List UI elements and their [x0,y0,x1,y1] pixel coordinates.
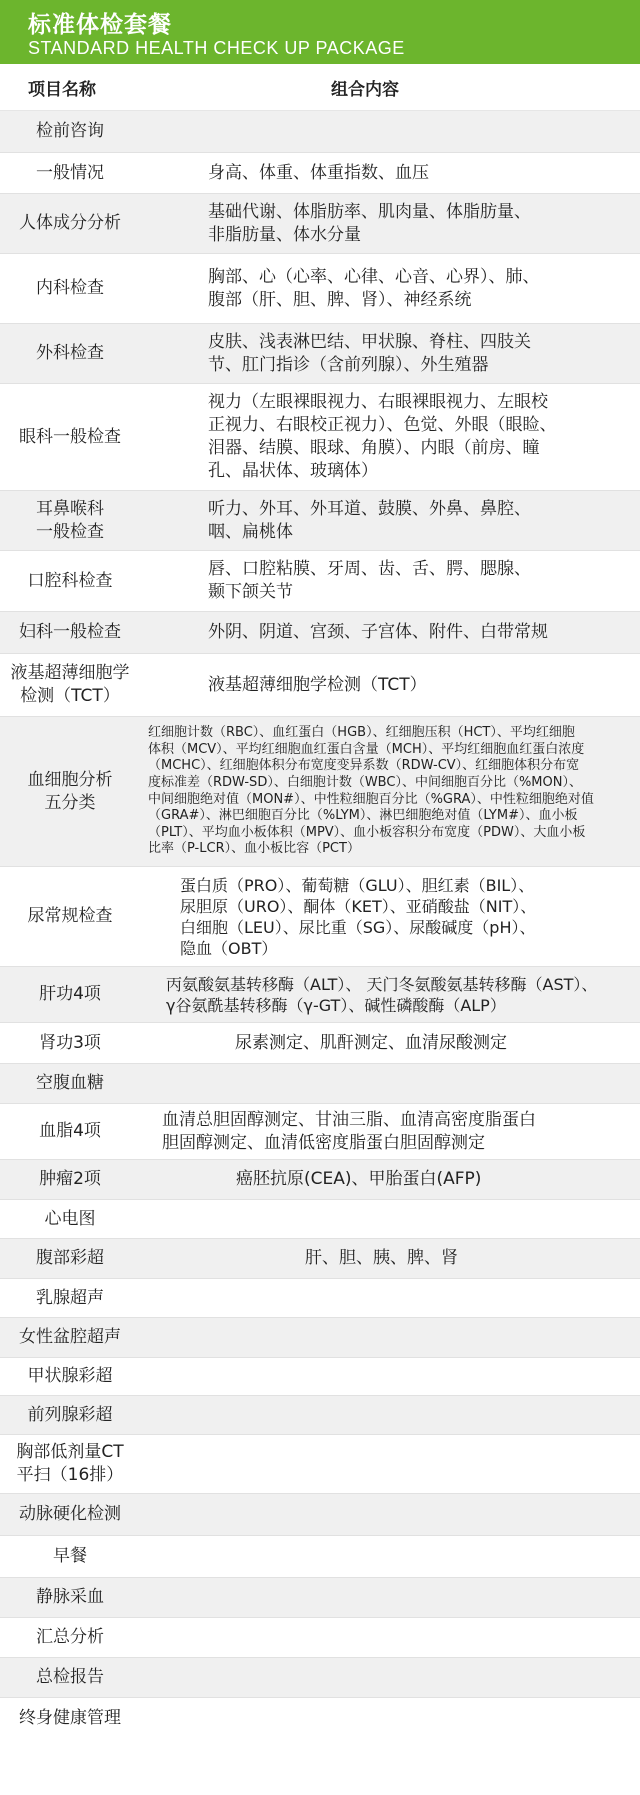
page-title: 标准体检套餐 [28,12,172,38]
row-name: 胸部低剂量CT 平扫（16排） [16,1442,124,1485]
row-name: 血脂4项 [39,1121,101,1141]
table-row [0,1578,640,1618]
table-row [0,1200,640,1239]
row-name: 甲状腺彩超 [27,1366,113,1386]
row-content: 血清总胆固醇测定、甘油三脂、血清高密度脂蛋白 胆固醇测定、血清低密度脂蛋白胆固醇测定 [162,1109,536,1153]
table-row [0,1279,640,1318]
row-content: 尿素测定、肌酐测定、血清尿酸测定 [235,1032,507,1053]
table-row [0,491,640,551]
row-content: 外阴、阴道、宫颈、子宫体、附件、白带常规 [208,622,548,642]
table-row [0,1023,640,1064]
row-name: 终身健康管理 [19,1707,121,1728]
table-row [0,1618,640,1658]
table-row [0,551,640,612]
row-content: 唇、口腔粘膜、牙周、齿、舌、腭、腮腺、 颞下颌关节 [208,559,531,602]
column-header-name: 项目名称 [28,79,96,100]
row-content: 红细胞计数（RBC）、血红蛋白（HGB）、红细胞压积（HCT）、平均红细胞 体积（MCV）、平均红细胞血红蛋白含量（MCH）、平均红细胞血红蛋白浓度 （MCHC）、红细胞体积分布宽度变异系数（RDW-CV）、红细胞体积分布宽 度标准差（RDW-SD）、白细胞计数（WBC）、中间细胞百分比（%MON）、 中间细胞绝对值（MON#）、中性粒细胞百分比（%GRA）、中性粒细胞绝对值 （GRA#）、淋巴细胞百分比（%LYM）、淋巴细胞绝对值（LYM#）、血小板 （PLT）、平均血小板体积（MPV）、血小板容积分布宽度（PDW）、大血小板 比率（P-LCR）、血小板比容（PCT） [148,725,594,857]
row-content: 癌胚抗原(CEA)、甲胎蛋白(AFP) [236,1169,482,1189]
table-row [0,1239,640,1279]
column-header-content: 组合内容 [331,79,399,100]
row-content: 身高、体重、体重指数、血压 [208,162,429,183]
row-name: 动脉硬化检测 [19,1504,121,1524]
table-row [0,717,640,867]
row-name: 空腹血糖 [36,1073,104,1093]
table-row [0,1396,640,1435]
table-row [0,1104,640,1160]
row-name: 一般情况 [36,162,104,183]
row-name: 女性盆腔超声 [19,1327,121,1347]
page-subtitle: STANDARD HEALTH CHECK UP PACKAGE [28,38,405,58]
table-row [0,1698,640,1738]
row-name: 妇科一般检查 [19,622,121,642]
row-name: 肿瘤2项 [39,1169,101,1189]
table-row [0,867,640,967]
table-row [0,324,640,384]
table-row [0,1494,640,1536]
row-content: 液基超薄细胞学检测（TCT） [208,674,427,695]
table-row [0,654,640,717]
header-banner [0,0,640,64]
row-name: 口腔科检查 [27,570,113,591]
row-name: 腹部彩超 [36,1248,104,1268]
row-name: 耳鼻喉科 一般检查 [36,498,104,542]
table-row [0,111,640,153]
table-row [0,254,640,324]
table-row [0,1318,640,1358]
row-name: 肝功4项 [39,984,101,1004]
row-content: 视力（左眼裸眼视力、右眼裸眼视力、左眼校 正视力、右眼校正视力）、色觉、外眼（眼睑、 泪器、结膜、眼球、角膜）、内眼（前房、瞳 孔、晶状体、玻璃体） [208,392,557,481]
row-name: 乳腺超声 [36,1287,104,1308]
row-name: 眼科一般检查 [19,426,121,447]
row-content: 胸部、心（心率、心律、心音、心界）、肺、 腹部（肝、胆、脾、肾）、神经系统 [208,266,540,310]
row-name: 总检报告 [36,1667,104,1687]
row-content: 听力、外耳、外耳道、鼓膜、外鼻、鼻腔、 咽、扁桃体 [208,498,531,542]
table-row [0,1658,640,1698]
table-row [0,384,640,491]
row-name: 血细胞分析 五分类 [27,769,113,813]
table-row [0,153,640,194]
table-row [0,1160,640,1200]
row-name: 液基超薄细胞学 检测（TCT） [10,663,130,706]
row-name: 内科检查 [36,278,104,298]
row-content: 蛋白质（PRO）、葡萄糖（GLU）、胆红素（BIL）、 尿胆原（URO）、酮体（KET）、亚硝酸盐（NIT）、 白细胞（LEU）、尿比重（SG）、尿酸碱度（pH）、 隐血（OBT） [180,875,537,958]
package-table [0,111,640,1738]
row-name: 尿常规检查 [27,906,113,926]
column-header-row [0,64,640,111]
table-row [0,1064,640,1104]
row-name: 人体成分分析 [19,213,121,233]
table-row [0,194,640,254]
row-content: 皮肤、浅表淋巴结、甲状腺、脊柱、四肢关 节、肛门指诊（含前列腺）、外生殖器 [208,331,531,375]
table-row [0,967,640,1023]
row-content: 丙氨酸氨基转移酶（ALT）、 天门冬氨酸氨基转移酶（AST）、 γ谷氨酰基转移酶（γ-GT）、碱性磷酸酶（ALP） [166,974,598,1015]
row-name: 肾功3项 [39,1032,101,1053]
table-row [0,1435,640,1494]
row-content: 肝、胆、胰、脾、肾 [305,1248,458,1268]
table-row [0,1536,640,1578]
row-name: 前列腺彩超 [27,1404,113,1425]
table-row [0,1358,640,1396]
row-name: 汇总分析 [36,1627,104,1647]
row-content: 基础代谢、体脂肪率、肌肉量、体脂肪量、 非脂肪量、体水分量 [208,201,531,245]
row-name: 静脉采血 [36,1587,104,1607]
row-name: 外科检查 [36,343,104,363]
row-name: 心电图 [44,1208,96,1229]
row-name: 早餐 [53,1546,87,1566]
table-row [0,612,640,654]
row-name: 检前咨询 [36,121,104,141]
